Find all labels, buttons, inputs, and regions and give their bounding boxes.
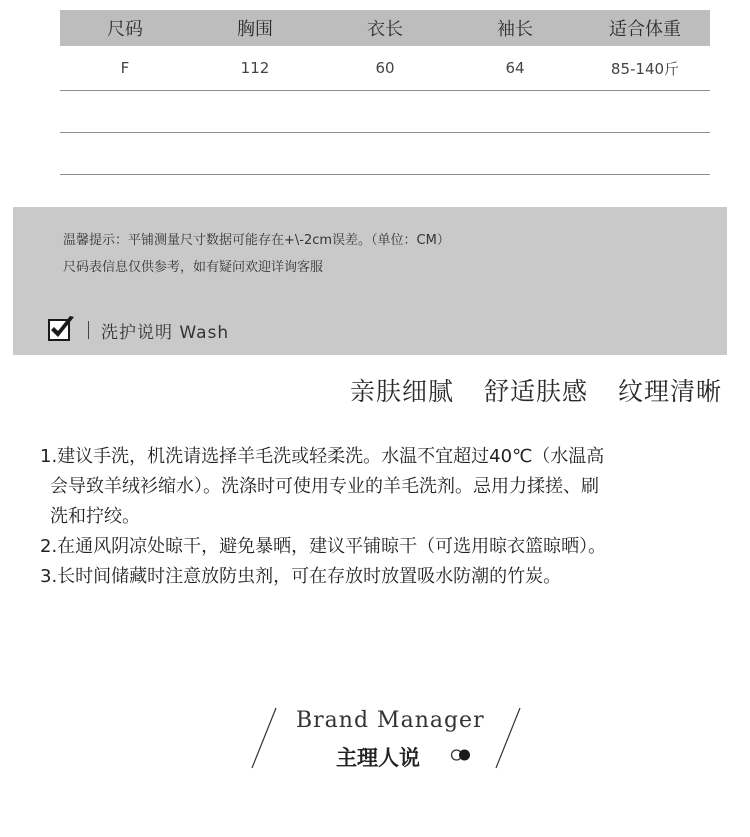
header-sleeve: 袖长 [497,19,533,40]
care-header [48,315,229,345]
instruction-line: 会导致羊绒衫缩水）。洗涤时可使用专业的羊毛洗剂。忌用力揉搓、刷 [50,476,599,497]
header-size: 尺码 [107,19,143,40]
care-instructions [40,442,720,592]
cell-length: 60 [375,59,395,77]
instruction-line: 3.长时间储藏时注意放防虫剂，可在存放时放置吸水防潮的竹炭。 [40,566,562,587]
left-slash-decoration [250,706,280,770]
care-title: 洗护说明 Wash [101,322,230,343]
cell-chest: 112 [240,59,270,77]
divider [88,321,89,339]
notice-panel [13,207,727,355]
feature-highlights [350,372,722,408]
measurement-notice: 温馨提示：平铺测量尺寸数据可能存在+\-2cm误差。（单位：CM） [63,233,450,248]
instruction-line: 洗和拧绞。 [50,506,140,527]
size-table-header [60,10,710,46]
cell-weight: 85-140斤 [610,59,680,78]
header-chest: 胸围 [237,19,273,40]
empty-table-row [60,133,710,175]
feature-item: 舒适肤感 [483,377,588,406]
instruction-line: 2.在通风阴凉处晾干，避免暴晒，建议平铺晾干（可选用晾衣篮晾晒）。 [40,536,607,557]
right-slash-decoration [494,706,524,770]
cell-sleeve: 64 [505,59,525,77]
header-weight: 适合体重 [609,19,681,40]
cell-size: F [120,59,130,77]
speech-bubble-icon [450,748,472,762]
instruction-line: 1.建议手洗，机洗请选择羊毛洗或轻柔洗。水温不宜超过40℃（水温高 [40,446,605,467]
reference-notice: 尺码表信息仅供参考，如有疑问欢迎详询客服 [63,260,324,275]
brand-manager-block [250,706,530,770]
brand-manager-subtitle: 主理人说 [336,746,420,770]
table-row [60,46,710,91]
empty-table-row [60,91,710,133]
feature-item: 亲肤细腻 [349,377,454,406]
brand-manager-title: Brand Manager [296,708,485,733]
checked-box-icon [48,319,70,341]
size-table [60,10,710,175]
feature-item: 纹理清晰 [617,377,722,406]
header-length: 衣长 [367,19,403,40]
